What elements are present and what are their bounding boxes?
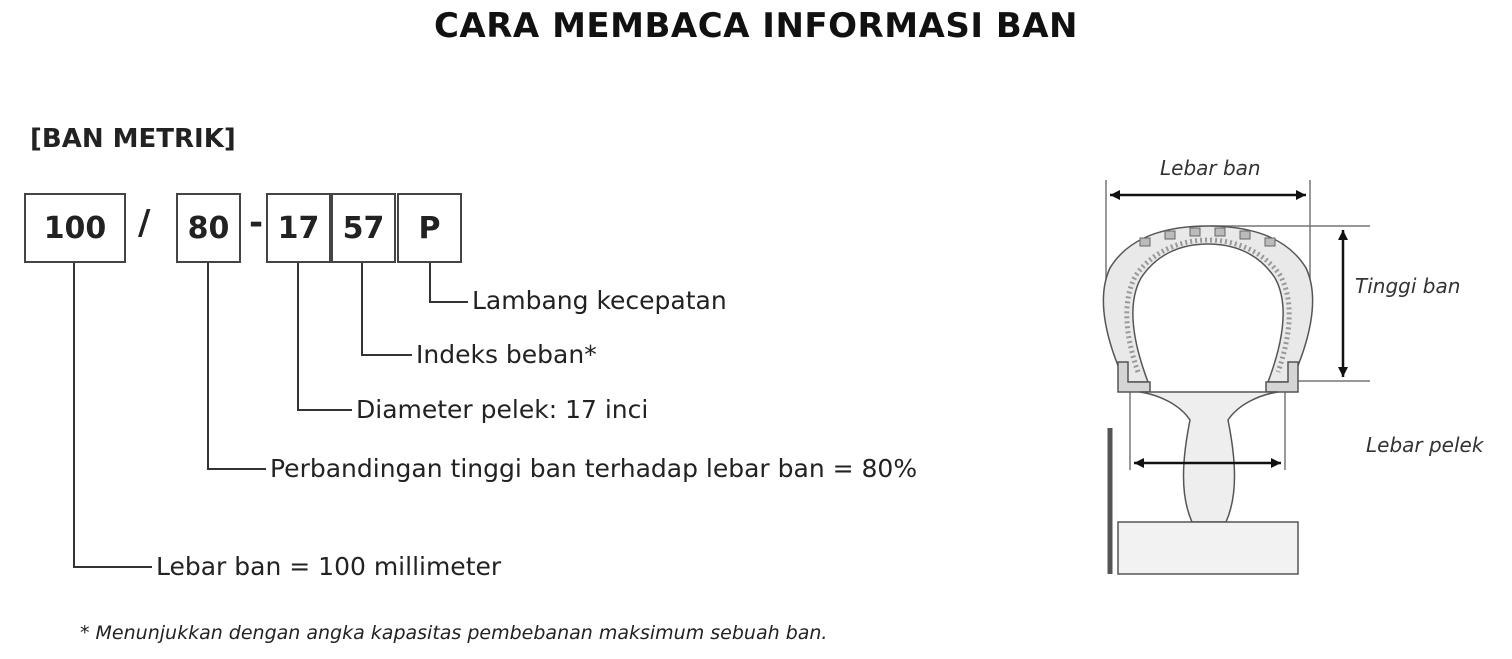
speed-code-box: P [397,193,462,263]
load-connector [362,263,412,355]
width-connector [74,263,152,567]
speed-connector [430,263,468,302]
slash-separator: / [138,203,151,243]
speed-symbol-label: Lambang kecepatan [472,286,727,315]
width-code-box: 100 [24,193,126,263]
rim-connector [298,263,352,410]
load-code-box: 57 [331,193,396,263]
rim-diameter-label: Diameter pelek: 17 inci [356,395,649,424]
tire-width-label: Lebar ban = 100 millimeter [156,552,502,581]
aspect-connector [208,263,266,469]
aspect-code-box: 80 [176,193,241,263]
aspect-ratio-label: Perbandingan tinggi ban terhadap lebar ban = 80% [270,454,918,483]
rim-code-box: 17 [266,193,331,263]
footnote: * Menunjukkan dengan angka kapasitas pembebanan maksimum sebuah ban. [80,622,828,644]
dash-separator: - [249,203,264,243]
tire-illustration [1103,180,1370,574]
diagram-tire-width-label: Lebar ban [1160,156,1261,180]
load-index-label: Indeks beban* [416,340,597,369]
diagram-tire-height-label: Tinggi ban [1355,274,1461,298]
page-title: CARA MEMBACA INFORMASI BAN [433,6,1079,46]
section-label: [BAN METRIK] [30,124,236,154]
diagram-rim-width-label: Lebar pelek [1366,433,1484,457]
